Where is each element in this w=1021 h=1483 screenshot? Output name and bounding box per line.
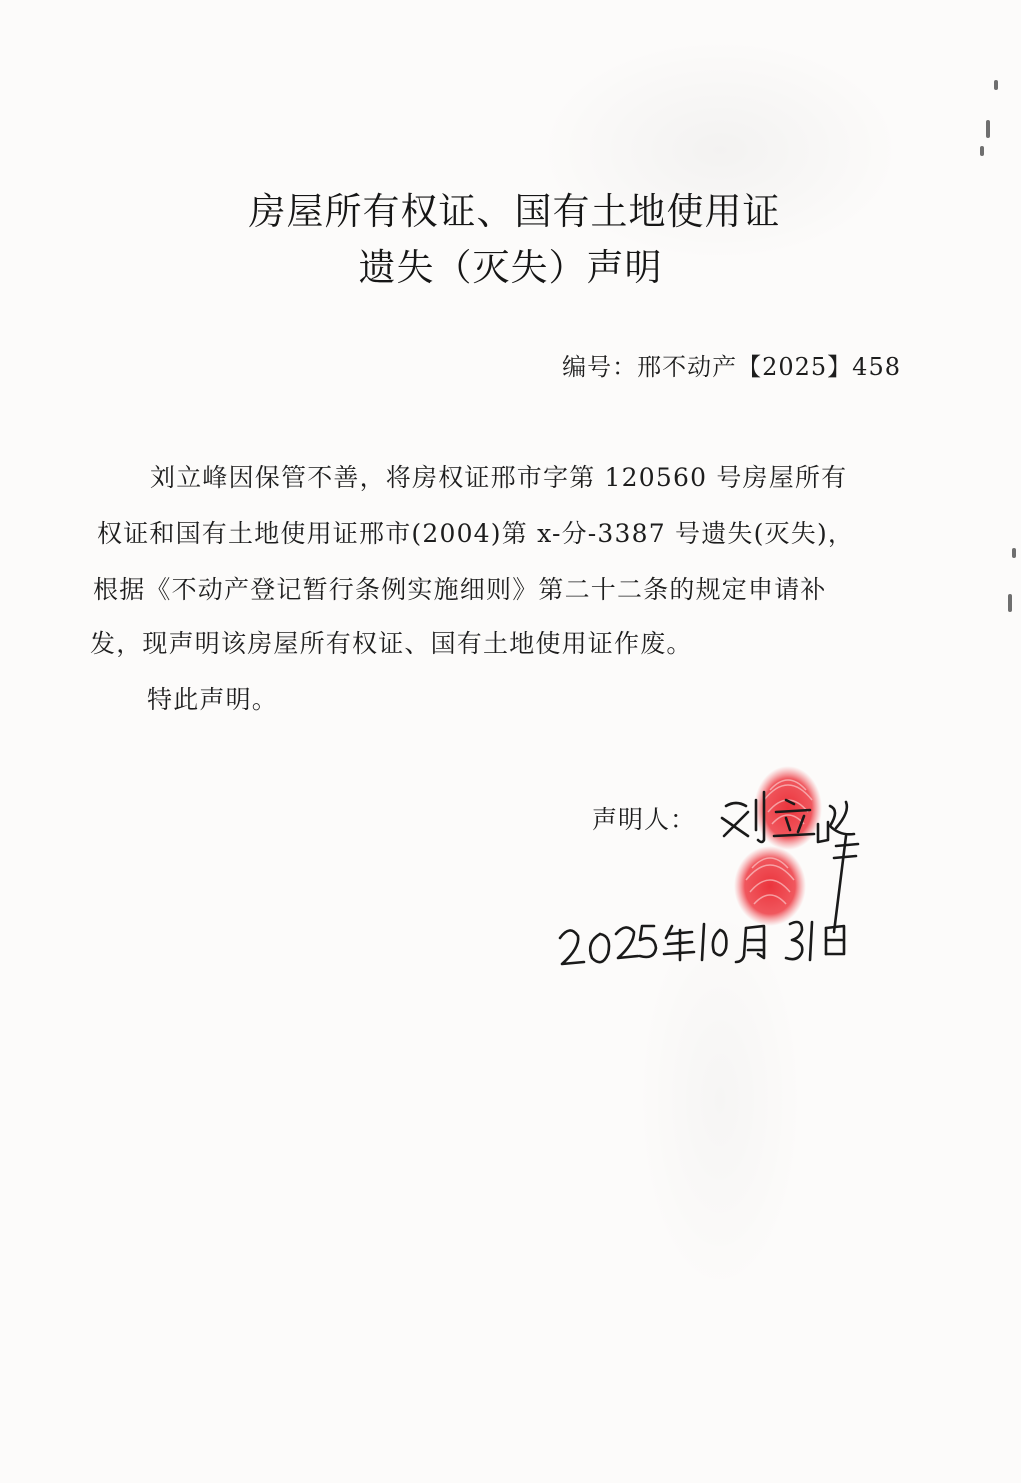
scan-mark [1008, 594, 1012, 612]
scan-mark [1012, 548, 1016, 558]
scan-mark [994, 80, 998, 90]
body-paragraph-line-2: 权证和国有土地使用证邢市(2004)第 x-分-3387 号遗失(灭失)， [97, 519, 855, 548]
scan-mark [980, 146, 984, 156]
body-paragraph-line-1: 刘立峰因保管不善，将房权证邢市字第 120560 号房屋所有 [150, 463, 848, 492]
document-title-line1: 房屋所有权证、国有土地使用证 [248, 190, 781, 233]
document-title-line2: 遗失（灭失）声明 [358, 246, 663, 289]
handwritten-date [560, 922, 844, 964]
declarant-label: 声明人： [592, 805, 697, 834]
closing-statement: 特此声明。 [147, 685, 279, 714]
scan-mark [986, 120, 990, 138]
body-paragraph-line-3: 根据《不动产登记暂行条例实施细则》第二十二条的规定申请补 [93, 575, 827, 604]
document-number: 编号：邢不动产【2025】458 [562, 353, 901, 381]
body-paragraph-line-4: 发，现声明该房屋所有权证、国有土地使用证作废。 [90, 629, 693, 658]
